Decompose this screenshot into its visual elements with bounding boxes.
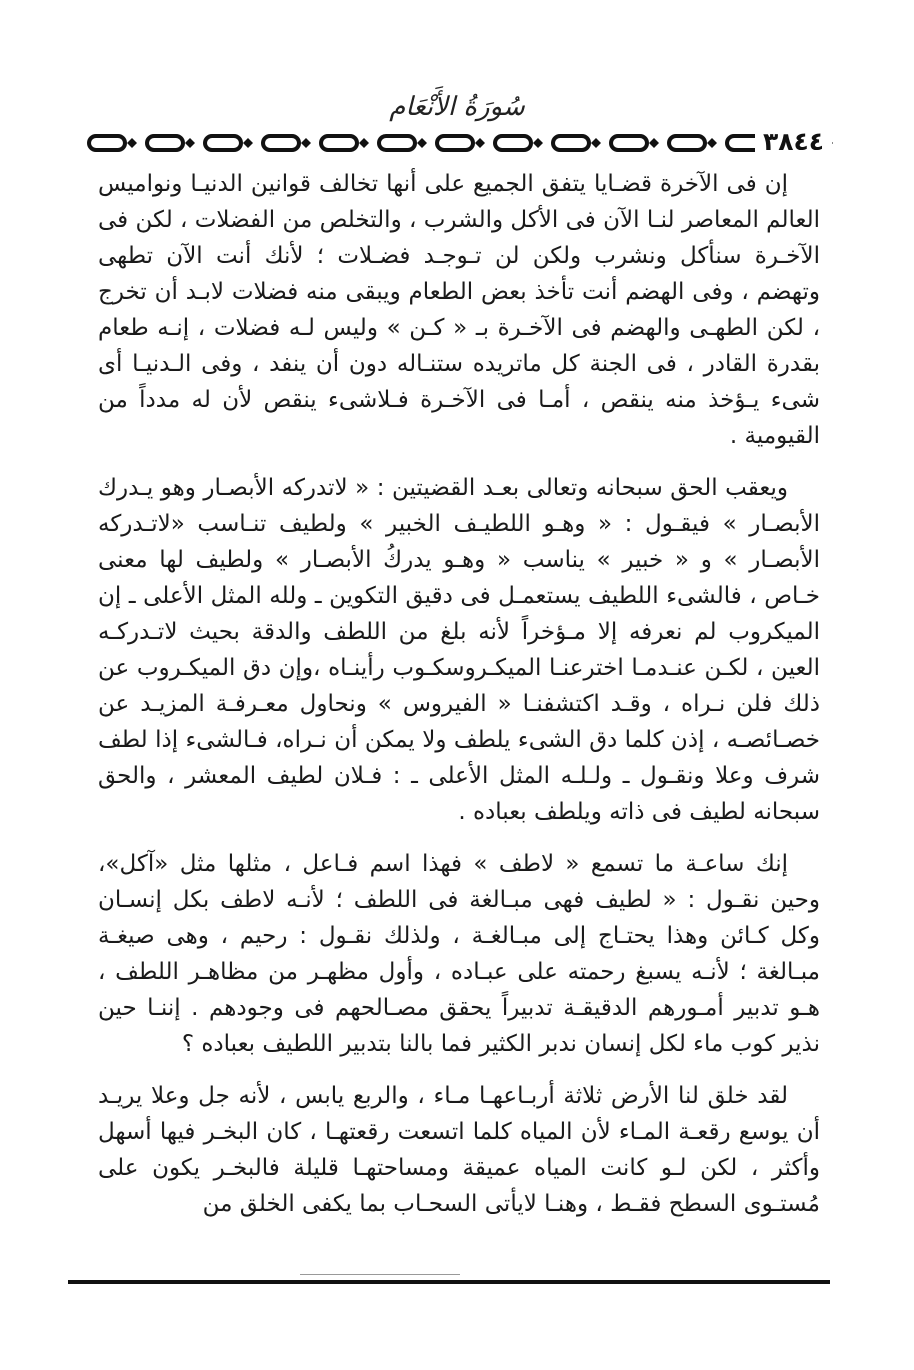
ornamental-header-band bbox=[68, 128, 848, 158]
chain-link bbox=[495, 136, 531, 150]
chain-link bbox=[437, 136, 473, 150]
chain-link bbox=[553, 136, 589, 150]
chain-diamond bbox=[301, 138, 311, 148]
body-text bbox=[98, 166, 820, 1222]
surah-title: سُورَةُ الأَنْعَام bbox=[389, 92, 525, 122]
chain-diamond bbox=[475, 138, 485, 148]
chain-link bbox=[669, 136, 705, 150]
chain-link bbox=[611, 136, 647, 150]
page-number: ٣٨٤٤ bbox=[755, 124, 832, 160]
chain-link bbox=[263, 136, 299, 150]
chain-link bbox=[379, 136, 415, 150]
paragraph-4: لقد خلق لنا الأرض ثلاثة أربـاعهـا مـاء ، والربع يابس ، لأنه جل وعلا يريـد أن يوسع رقعـة المـاء لأن المياه كلما اتسعت رقعتهـا ، كان البخـر فيها أسهل وأكثر ، لكن لـو كانت المياه عميقة ومساحتهـا قليلة فالبخـر يكون على مُستـوى السطح فقـط ، وهنـا لايأتى السحـاب بما يكفى الخلق من bbox=[98, 1083, 820, 1217]
paragraph-2: ويعقب الحق سبحانه وتعالى بعـد القضيتين : « لاتدركه الأبصـار وهو يـدرك الأبصـار » فيقـول : « وهـو اللطيـف الخبير » ولطيف تنـاسب «لاتـدركه الأبصـار » و « خبير » يناسب « وهـو يدركُ الأبصـار » ولطيف لها معنى خـاص ، فالشىء اللطيف يستعمـل فى دقيق التكوين ـ ولله المثل الأعلى ـ إن الميكروب لم نعرفه إلا مـؤخراً لأنه بلغ من اللطف والدقة بحيث لاتـدركـه العين ، لكـن عنـدمـا اخترعنـا الميكـروسكـوب رأينـاه ،وإن دق الميكـروب عن ذلك فلن نـراه ، وقـد اكتشفنـا « الفيروس » ونحاول معـرفـة المزيـد عن خصـائصـه ، إذن كلما دق الشىء يلطف ولا يمكن أن نـراه، فـالشىء إذا لطف شرف وعلا ونقـول ـ ولـلـه المثل الأعلى ـ : فـلان لطيف المعشر ، والحق سبحانه لطيف فى ذاته ويلطف بعباده . bbox=[98, 475, 820, 825]
chain-link bbox=[89, 136, 125, 150]
chain-diamond bbox=[359, 138, 369, 148]
chain-diamond bbox=[591, 138, 601, 148]
footer-thin-rule bbox=[300, 1274, 460, 1275]
paragraph-1: إن فى الآخرة قضـايا يتفق الجميع على أنها تخالف قوانين الدنيـا ونواميس العالم المعاصر لنـا الآن فى الأكل والشرب ، والتخلص من الفضلات ، لكن فى الآخـرة سنأكل ونشرب ولكن لن تـوجـد فضـلات ؛ لأنك أنت الآن تطهى وتهضم ، وفى الهضم أنت تأخذ بعض الطعام ويبقى منه فضلات لابـد أن تخرج ، لكن الطهـى والهضم فى الآخـرة بـ « كـن » وليس لـه فضلات ، إنـه طعام بقدرة القادر ، فى الجنة كل ماتريده ستنـاله دون أن ينفد ، وفى الـدنيـا أى شىء يـؤخذ منه ينقص ، أمـا فى الآخـرة فـلاشىء ينقص لأن له مدداً من القيومية . bbox=[98, 171, 820, 449]
chain-link bbox=[205, 136, 241, 150]
chain-link bbox=[147, 136, 183, 150]
chain-diamond bbox=[127, 138, 137, 148]
chain-diamond bbox=[185, 138, 195, 148]
chain-diamond bbox=[533, 138, 543, 148]
chain-diamond bbox=[707, 138, 717, 148]
chain-diamond bbox=[417, 138, 427, 148]
chain-link bbox=[321, 136, 357, 150]
footer-rule bbox=[68, 1280, 830, 1284]
paragraph-3: إنك ساعـة ما تسمع « لاطف » فهذا اسم فـاعل ، مثلها مثل «آكل»، وحين نقـول : « لطيف فهى مبـالغة فى اللطف ؛ لأنـه لاطف بكل إنسـان وكل كـائن وهذا يحتـاج إلى مبـالغـة ، ولذلك نقـول : رحيم ، وهى صيغـة مبـالغة ؛ لأنـه يسبغ رحمته على عبـاده ، وأول مظهـر من مظاهـر اللطف ، هـو تدبير أمـورهم الدقيقـة تدبيراً يحقق مصـالحهم فى وجودهم . إننـا حين نذير كوب ماء لكل إنسان ندبر الكثير فما بالنا بتدبير اللطيف بعباده ؟ bbox=[98, 851, 820, 1057]
chain-ornament-icon bbox=[68, 128, 848, 158]
chain-diamond bbox=[243, 138, 253, 148]
chain-diamond bbox=[649, 138, 659, 148]
